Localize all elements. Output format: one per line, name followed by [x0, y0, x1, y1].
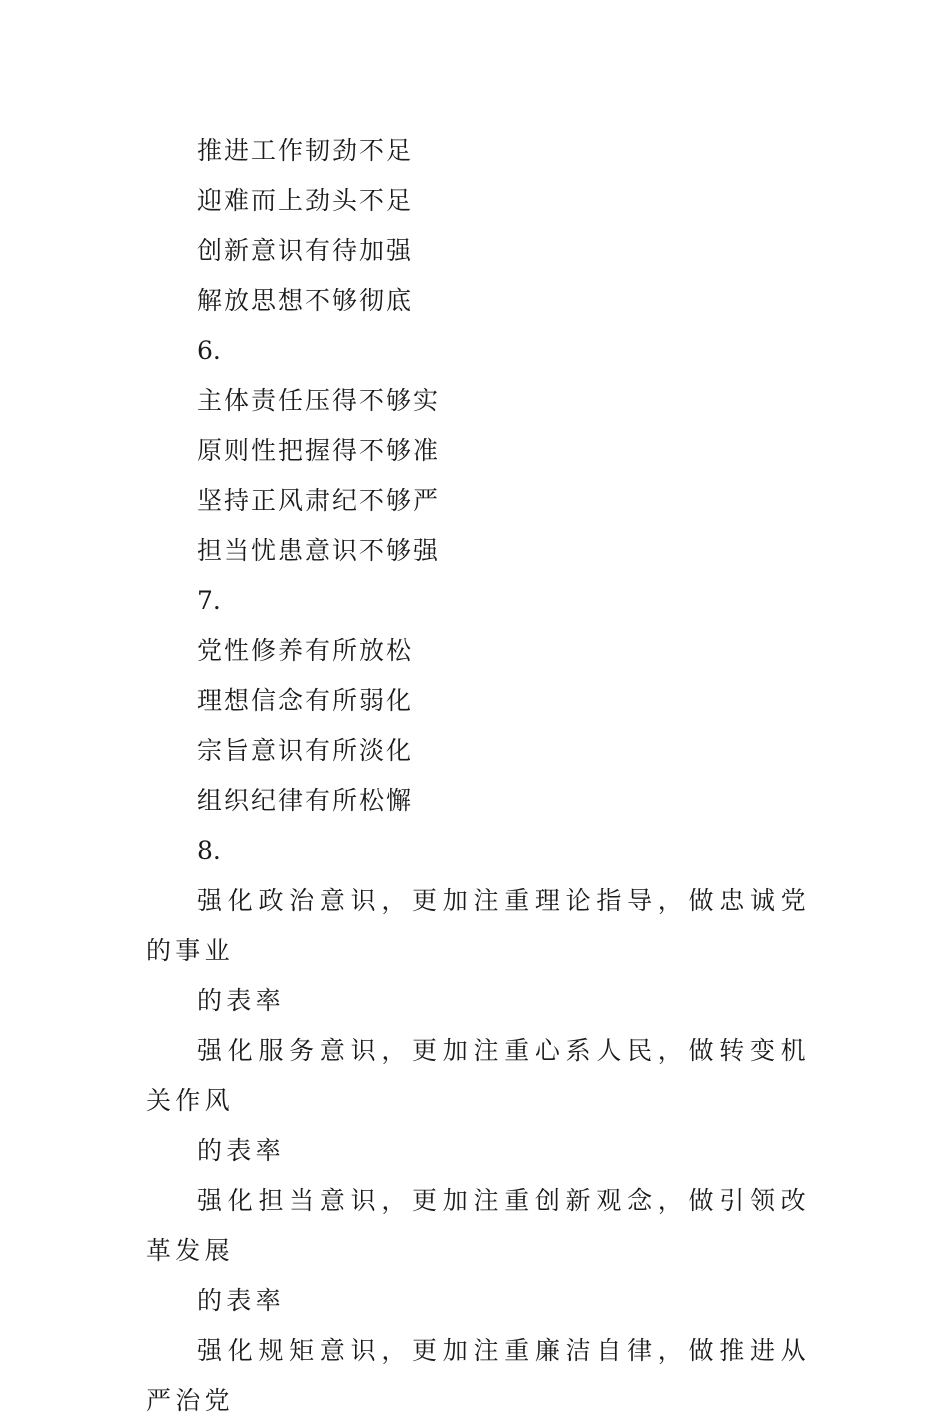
paragraph-first-line: 强化服务意识，更加注重心系人民，做转变机关作风 [146, 1036, 810, 1115]
paragraph-continuation: 的表率 [197, 1286, 285, 1315]
paragraph [146, 876, 810, 1026]
section-number: 8. [197, 836, 221, 865]
list-item: 创新意识有待加强 [197, 236, 414, 265]
list-item: 担当忧患意识不够强 [197, 536, 441, 565]
paragraph [146, 1326, 810, 1426]
list-item: 坚持正风肃纪不够严 [197, 486, 441, 515]
document-body [146, 126, 810, 1426]
list-item: 主体责任压得不够实 [197, 386, 441, 415]
paragraph-first-line: 强化担当意识，更加注重创新观念，做引领改革发展 [146, 1186, 810, 1265]
paragraph-first-line: 强化政治意识，更加注重理论指导，做忠诚党的事业 [146, 886, 810, 965]
paragraph-continuation: 的表率 [197, 1136, 285, 1165]
paragraph [146, 1026, 810, 1176]
list-item: 党性修养有所放松 [197, 636, 414, 665]
paragraph-continuation: 的表率 [197, 986, 285, 1015]
paragraph [146, 1176, 810, 1326]
list-item: 宗旨意识有所淡化 [197, 736, 414, 765]
list-item: 理想信念有所弱化 [197, 686, 414, 715]
list-item: 解放思想不够彻底 [197, 286, 414, 315]
list-item: 原则性把握得不够准 [197, 436, 441, 465]
list-item: 推进工作韧劲不足 [197, 136, 414, 165]
section-number: 7. [197, 586, 221, 615]
list-item: 迎难而上劲头不足 [197, 186, 414, 215]
section-number: 6. [197, 336, 221, 365]
paragraph-first-line: 强化规矩意识，更加注重廉洁自律，做推进从严治党 [146, 1336, 810, 1415]
list-item: 组织纪律有所松懈 [197, 786, 414, 815]
